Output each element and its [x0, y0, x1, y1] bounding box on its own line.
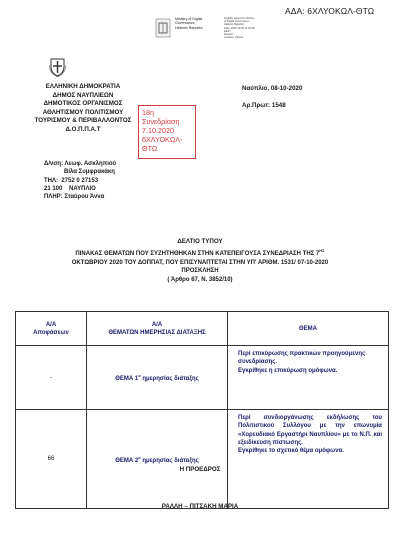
- agenda-item: ΘΕΜΑ $1^o$ ημερησίας διάταξης: [87, 346, 228, 410]
- document-subtitle: ΠΙΝΑΚΑΣ ΘΕΜΑΤΩΝ ΠΟΥ ΣΥΖΗΤΗΘΗΚΑΝ ΣΤΗΝ ΚΑΤΕΠΕΙΓΟΥΣΑ ΣΥΝΕΔΡΙΑΣΗ ΤΗΣ $7^{H\Sigma}$ ΟΚΤΩΒΡΙΟΥ 2020 ΤΟΥ ΔΟΠΠΑΤ, ΠΟΥ ΕΠΙΣΥΝΑΠΤΕΤΑΙ ΣΤΗΝ ΥΠ' ΑΡΙΘΜ. 1531/ 07-10-2020 ΠΡΟΣΚΛΗΣΗ ( Άρθρο 67, Ν. 3852/10): [71, 248, 329, 283]
- ada-code: ΑΔΑ: 6ΧΛΥΟΚΩΛ-ΘΤΩ: [285, 6, 375, 16]
- session-stamp: 18η Συνεδρίαση 7.10.2020 6ΧΛΥΟΚΩΛ-ΘΤΩ: [138, 105, 196, 159]
- table-row: [16, 410, 389, 509]
- agenda-item: ΘΕΜΑ $2^o$ ημερησίας διάταξης: [87, 410, 228, 509]
- organization-header: ΕΛΛΗΝΙΚΗ ΔΗΜΟΚΡΑΤΙΑ ΔΗΜΟΣ ΝΑΥΠΛΙΕΩΝ ΔΗΜΟΤΙΚΟΣ ΟΡΓΑΝΙΣΜΟΣ ΑΘΛΗΤΙΣΜΟΥ ΠΟΛΙΤΙΣΜΟΥ ΤΟΥΡΙΣΜΟΥ & ΠΕΡΙΒΑΛΛΟΝΤΟΣ Δ.Ο.Π.Π.Α.Τ: [34, 83, 132, 133]
- decision-number: -: [16, 346, 87, 410]
- table-row: [16, 346, 389, 410]
- subject-cell: Περί επικύρωσης πρακτικών προηγούμενης συνεδρίασης. Εγκρίθηκε η επικύρωση ομόφωνα.: [228, 346, 389, 410]
- greek-emblem-icon: [49, 57, 66, 77]
- header-subject: ΘΕΜΑ: [228, 312, 389, 346]
- address-block: Δ/νση: Λεωφ. Ασκληπιού Βίλα Συμφρακάκη ΤΗΛ: 2752 0 27153 21 100 ΝΑΥΠΛΙΟ ΠΛΗΡ: Σταύρου Άννα: [44, 161, 117, 201]
- subject-cell: Περί συνδιοργάνωσης εκδήλωσης του Πολιτιστικού Συλλόγου με την επωνυμία «Χορευδιακό Εργαστήρι Ναυπλίου» με το Ν.Π. και εξειδίκευση πίστωσης. Εγκρίθηκε το σχετικό θέμα ομόφωνα.: [228, 410, 389, 509]
- signatory-name: ΡΑΛΛΗ – ΠΙΤΣΑΚΗ ΜΑΡΙΑ: [161, 503, 239, 510]
- digital-seal-icon: [155, 17, 171, 39]
- protocol-number: Αρ.Πρωτ: 1548: [242, 102, 286, 109]
- header-decision-number: Α/Α Αποφάσεων: [16, 312, 87, 346]
- ministry-label: Ministry of Digital Governance, Hellenic Republic: [175, 17, 203, 30]
- decision-number: 66: [16, 410, 87, 509]
- signature-details: Digitally signed by Ministry of Digital Governance, Hellenic Republic Date: 2020.10.08 11:09:48 EEST Reason: Location: Athens: [224, 17, 255, 40]
- header-agenda-item: Α/Α ΘΕΜΑΤΩΝ ΗΜΕΡΗΣΙΑΣ ΔΙΑΤΑΞΗΣ: [87, 312, 228, 346]
- document-date: Ναύπλιο, 08-10-2020: [242, 85, 303, 92]
- agenda-table: [15, 311, 389, 509]
- document-title: ΔΕΛΤΙΟ ΤΥΠΟΥ: [177, 238, 223, 245]
- signatory-title: Η ΠΡΟΕΔΡΟΣ: [179, 466, 221, 473]
- table-header-row: [16, 312, 389, 346]
